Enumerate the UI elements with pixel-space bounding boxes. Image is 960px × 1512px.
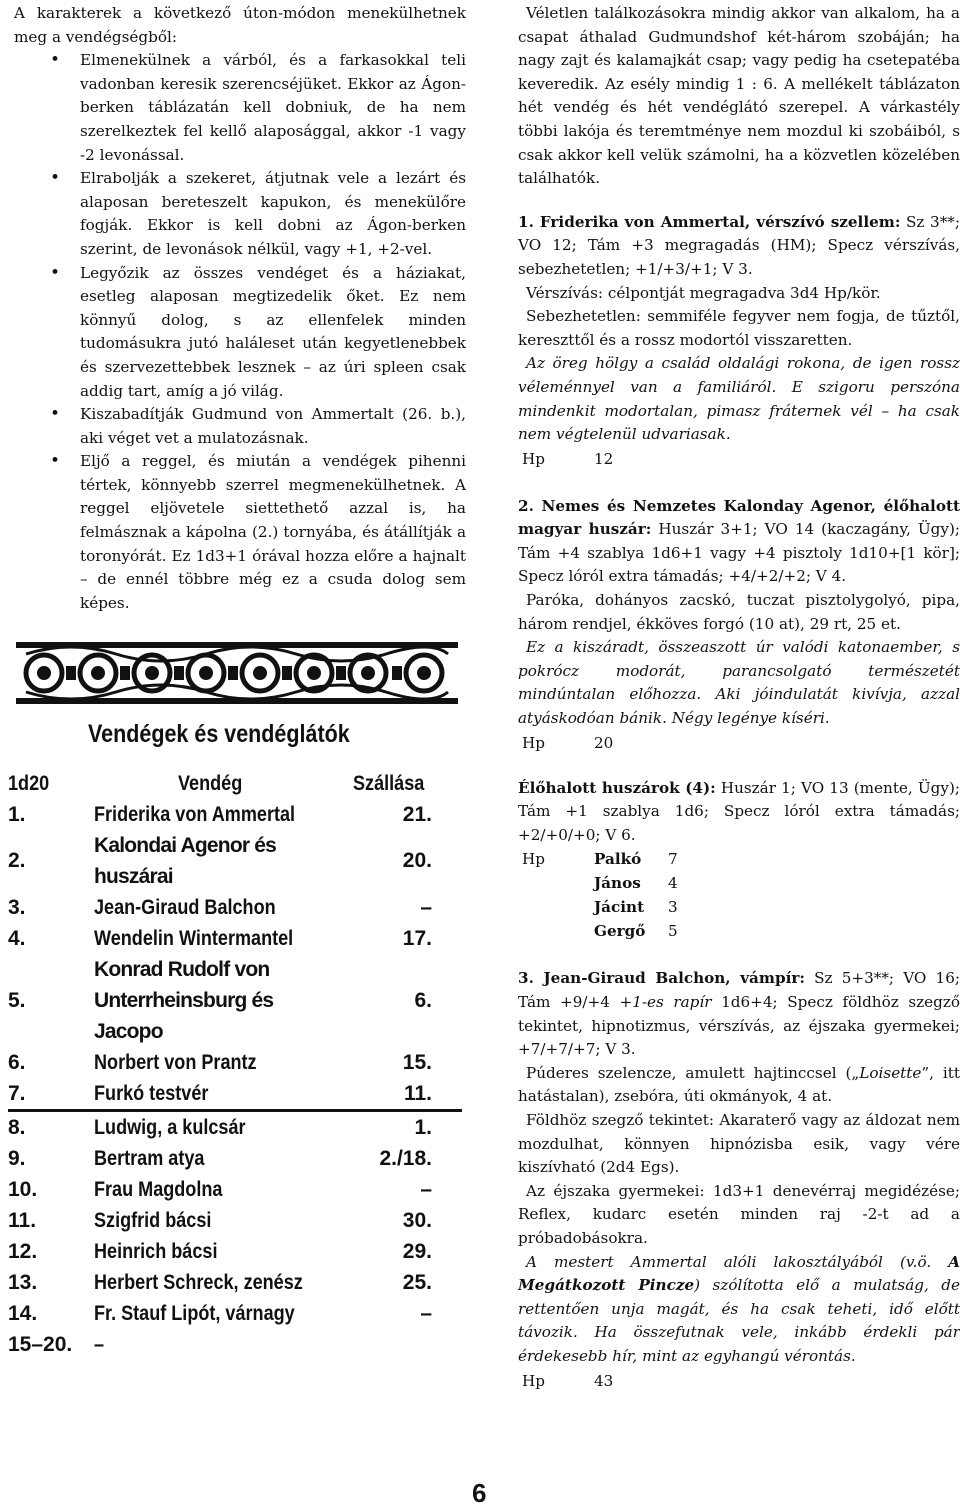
row-room: 25. (402, 1271, 432, 1294)
table-row (8, 1236, 454, 1267)
row-guest: Ludwig, a kulcsár (94, 1116, 246, 1139)
entry-hussars (518, 777, 960, 848)
list-item: Jácint 3 (594, 898, 678, 917)
entry-friderika (518, 211, 960, 282)
entry-description: Ez a kiszáradt, összeaszott úr valódi katonaember, s pokrócz modorát, parancsolgató természetét mindúntalan előhozza. Aki jóindulatát kivívja, azzal atyáskodóan bánik. Négy legénye kíséri. (518, 638, 960, 728)
table-row (8, 1298, 454, 1329)
row-room: – (420, 1178, 432, 1201)
row-number: 10. (8, 1178, 38, 1201)
row-number: 3. (8, 896, 26, 919)
row-number: 6. (8, 1051, 26, 1074)
row-guest: Fr. Stauf Lipót, várnagy (94, 1302, 295, 1325)
row-guest: Konrad Rudolf von Unterrheinsburg és Jacopo (94, 958, 274, 1043)
row-guest: Wendelin Wintermantel (94, 927, 294, 950)
entry-stats: Huszár 3+1; VO 14 (kaczagány, Ügy); Tám +4 szablya 1d6+1 vagy +4 pisztoly 1d10+[1 kör]; Specz lóról extra támadás; +4/+2/+2; V 4. (518, 520, 960, 586)
row-guest: Herbert Schreck, zenész (94, 1271, 303, 1294)
list-item: Palkó 7 (594, 850, 678, 869)
entry-description: Az öreg hölgy a család oldalági rokona, de igen rossz véleménnyel van a familiáról. E szigoru perszóna mindenkit modortalan, pimasz fráternek vél – ha csak nem végtelenül udvariasak. (518, 354, 960, 444)
encounter-intro: Véletlen találkozásokra mindig akkor van alkalom, ha a csapat áthalad Gudmundshof két-három szobáján; ha nagy zajt és kalamajkát csap; vagy pedig ha csetepatéba keveredik. Az esély mindig 1 : 6. A mellékelt táblázaton hét vendég és hét vendéglátó szerepel. A várkastély többi lakója és teremtménye nem mozdul ki szobáiból, s csak akkor kell velük számolni, ha a közvetlen közelében találhatók. (518, 4, 960, 188)
list-item: Gergő 5 (594, 922, 678, 941)
row-number: 15–20. (8, 1333, 73, 1356)
page-number: 6 (472, 1478, 487, 1508)
row-room: 1. (414, 1116, 432, 1139)
list-item: • Eljő a reggel, és miután a vendégek pihenni tértek, könnyebb szerrel megmenekülhetnek. A reggel eljövetele siettethető azzal is, ha felmásznak a kápolna (2.) tornyába, és átállítják a toronyórát. Ez 1d3+1 órával hozza előre a hajnalt – de ennél többre még ez a csuda dolog sem képes. (14, 450, 466, 615)
table-row (8, 1205, 454, 1236)
entry-heading: 1. Friderika von Ammertal, vérszívó szellem: (518, 212, 901, 231)
table-row (8, 1047, 454, 1078)
row-guest: Heinrich bácsi (94, 1240, 218, 1263)
row-room: 11. (403, 1082, 432, 1105)
row-number: 14. (8, 1302, 38, 1325)
row-number: 2. (8, 849, 26, 872)
row-number: 7. (8, 1082, 26, 1105)
col-header-roll: 1d20 (8, 772, 50, 795)
row-guest: Frau Magdolna (94, 1178, 223, 1201)
entry-agenor (518, 495, 960, 589)
row-room: 21. (402, 803, 432, 826)
table-row (8, 954, 454, 1047)
col-header-room: Szállása (353, 772, 425, 795)
row-guest: Jean-Giraud Balchon (94, 896, 276, 919)
row-room: – (420, 896, 432, 919)
row-room: 6. (414, 989, 432, 1012)
row-guest: Bertram atya (94, 1147, 205, 1170)
entry-heading: 3. Jean-Giraud Balchon, vámpír: (518, 969, 805, 988)
entry-text: Paróka, dohányos zacskó, tuczat pisztolygolyó, pipa, három rendjel, ékköves forgó (10 at), 29 rt, 25 et. (518, 591, 960, 633)
row-guest: Friderika von Ammertal (94, 803, 296, 826)
entry-text: Sebezhetetlen: semmiféle fegyver nem fogja, de tűztől, kereszttől és a rossz modortól visszaretten. (518, 307, 960, 349)
table-row (8, 892, 454, 923)
entry-stats: Huszár 1; VO 13 (mente, Ügy); Tám +1 szablya 1d6; Specz lóról extra támadás; +2/+0/+0; V 6. (518, 778, 960, 844)
escape-intro: A karakterek a következő úton-módon menekülhetnek meg a vendégségből: (14, 4, 466, 46)
list-item: • Kiszabadítják Gudmund von Ammertalt (26. b.), aki véget vet a mulatozásnak. (14, 403, 466, 450)
row-room: – (420, 1302, 432, 1325)
table-title: Vendégek és vendéglátók (88, 720, 350, 748)
hp-line: Hp 20 (522, 733, 614, 752)
list-item: János 4 (594, 874, 678, 893)
row-number: 8. (8, 1116, 26, 1139)
table-row (8, 1329, 454, 1360)
entry-stats: Sz 3**; VO 12; Tám +3 megragadás (HM); Specz vérszívás, sebezhetetlen; +1/+3/+1; V 3. (518, 212, 960, 278)
row-room: 30. (402, 1209, 432, 1232)
row-number: 4. (8, 927, 26, 950)
entry-heading: Élőhalott huszárok (4): (518, 778, 716, 797)
entry-balchon: 3. Jean-Giraud Balchon, vámpír: Sz 5+3**; VO 16; Tám +9/+4 +1-es rapír 1d6+4; Specz földhöz szegző tekintet, hipnotizmus, vérszívás, az éjszaka gyermekei; +7/+7/+7; V 3. (518, 969, 960, 1059)
row-room: 20. (402, 849, 432, 872)
row-guest: Szigfrid bácsi (94, 1209, 212, 1232)
row-number: 5. (8, 989, 26, 1012)
decorative-ornament-banner (14, 636, 460, 710)
entry-description: A mestert Ammertal alóli lakosztályából (v.ö. A Megátkozott Pincze) szólította elő a mulatság, de rettentően unja magát, és ha csak teheti, idő előtt távozik. Ha összefutnak vele, inkább érdekli pár érdekesebb hír, mint az egyhangú vérontás. (518, 1252, 960, 1365)
row-number: 12. (8, 1240, 38, 1263)
row-number: 11. (8, 1209, 37, 1232)
table-row (8, 830, 454, 892)
row-room: 2./18. (379, 1147, 432, 1170)
row-number: 1. (8, 803, 26, 826)
row-room: 15. (402, 1051, 432, 1074)
right-column (518, 0, 960, 1393)
row-number: 13. (8, 1271, 38, 1294)
row-guest: Norbert von Prantz (94, 1051, 257, 1074)
row-number: 9. (8, 1147, 26, 1170)
table-row (8, 1143, 454, 1174)
table-row (8, 1112, 454, 1143)
entry-text: Púderes szelencze, amulett hajtinccsel („Loisette”, itt hatástalan), zsebóra, úti okmányok, 4 at. (518, 1063, 960, 1106)
table-row (8, 1267, 454, 1298)
list-item: • Elmenekülnek a várból, és a farkasokkal teli vadonban keresik szerencséjüket. Ekkor az Ágon-berken táblázatán kell dobniuk, de ha nem szerelkeztek fel kellő alaposággal, akkor -1 vagy -2 levonással. (14, 49, 466, 167)
left-column (14, 0, 466, 615)
row-guest: Furkó testvér (94, 1082, 209, 1105)
hussar-hp-list: Hp Palkó 7 János 4 Jácint 3 Gergő 5 (518, 847, 960, 943)
row-room: 17. (402, 927, 432, 950)
escape-options-list (14, 49, 466, 615)
entry-text: Vérszívás: célpontját megragadva 3d4 Hp/kör. (526, 283, 881, 302)
table-header-row (8, 768, 454, 799)
table-row (8, 1078, 454, 1109)
table-row (8, 799, 454, 830)
row-guest: Kalondai Agenor és huszárai (94, 834, 277, 888)
list-item: • Elrabolják a szekeret, átjutnak vele a lezárt és alaposan bereteszelt kapukon, és menekülőre fogják. Ekkor is kell dobni az Ágon-berken szerint, de levonások nélkül, vagy +1, +2-vel. (14, 167, 466, 261)
hp-line: Hp 43 (522, 1371, 614, 1390)
hp-line: Hp 12 (522, 449, 614, 468)
entry-text: Az éjszaka gyermekei: 1d3+1 denevérraj megidézése; Reflex, kudarc esetén minden raj -2-t ad a próbadobásokra. (518, 1181, 960, 1247)
col-header-guest: Vendég (178, 772, 243, 795)
table-row (8, 1174, 454, 1205)
entry-heading: 2. Nemes és Nemzetes Kalonday Agenor, élőhalott magyar huszár: (518, 496, 960, 539)
row-room: 29. (402, 1240, 432, 1263)
list-item: • Legyőzik az összes vendéget és a háziakat, esetleg alaposan megtizedelik őket. Ez nem könnyű dolog, s az ellenfelek minden tudomásukra jutó haláleset után kegyetlenebbek és szervezettebbek lesznek – az úri spleen csak addig tart, amíg a jó világ. (14, 262, 466, 404)
guests-table (8, 768, 454, 1360)
entry-text: Földhöz szegző tekintet: Akaraterő vagy az áldozat nem mozdulhat, könnyen hipnózisba esik, vagy vére kiszívható (2d4 Egs). (518, 1110, 960, 1177)
table-row (8, 923, 454, 954)
row-guest: – (94, 1333, 105, 1356)
